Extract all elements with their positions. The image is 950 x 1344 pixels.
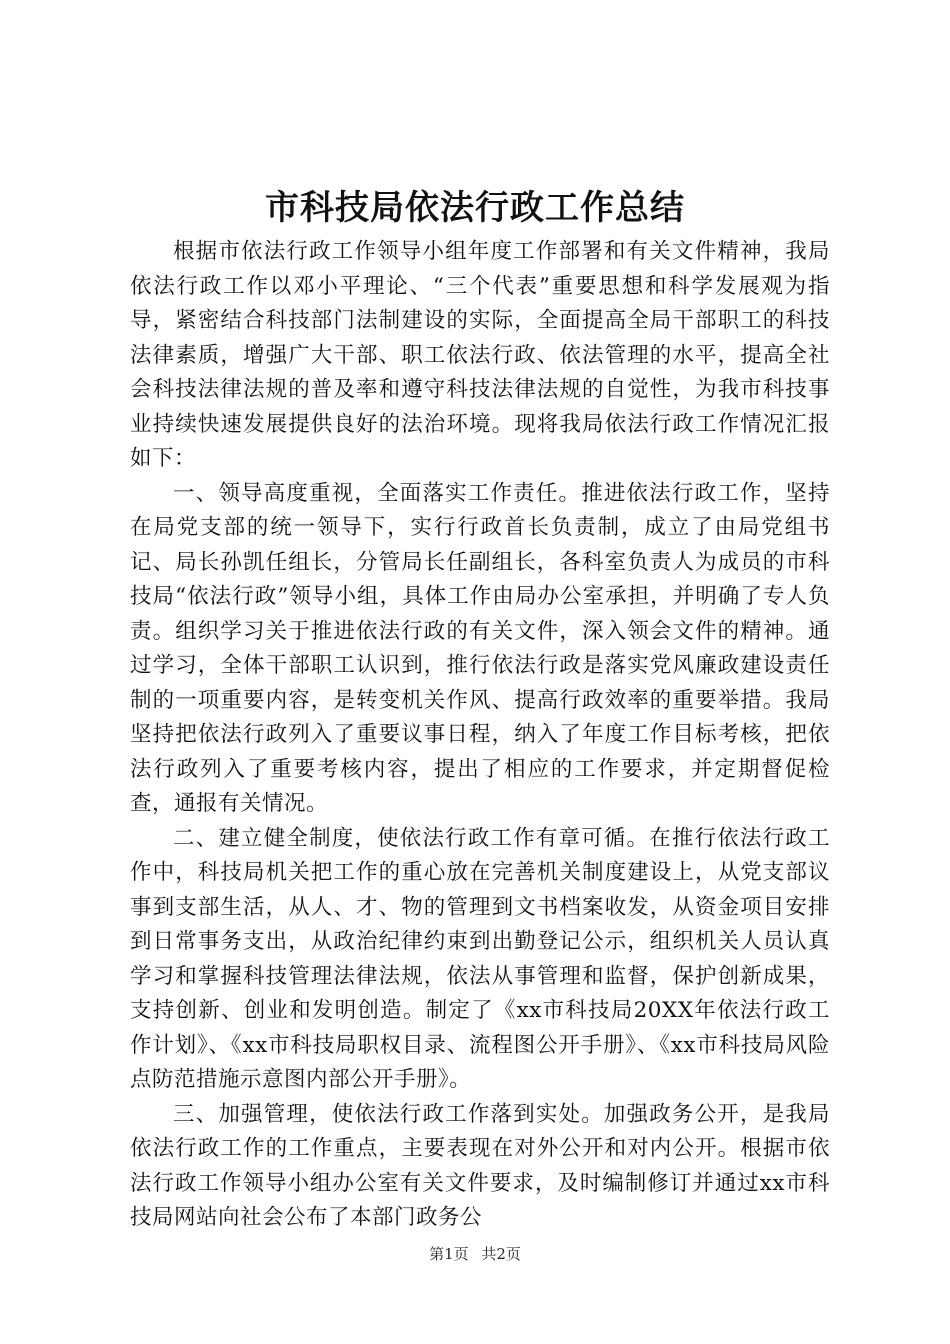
paragraph-section-2: 二、建立健全制度，使依法行政工作有章可循。在推行依法行政工作中，科技局机关把工作的重心放在完善机关制度建设上，从党支部议事到支部生活，从人、才、物的管理到文书档案收发，从资金项目安排到日常事务支出，从政治纪律约束到出勤登记公示，组织机关人员认真学习和掌握科技管理法律法规，依法从事管理和监督，保护创新成果，支持创新、创业和发明创造。制定了《xx市科技局20XX年依法行政工作计划》、《xx市科技局职权目录、流程图公开手册》、《xx市科技局风险点防范措施示意图内部公开手册》。 xyxy=(130,825,830,1092)
paragraph-section-3: 三、加强管理，使依法行政工作落到实处。加强政务公开，是我局依法行政工作的工作重点，主要表现在对外公开和对内公开。根据市依法行政工作领导小组办公室有关文件要求，及时编制修订并通过xx市科技局网站向社会公布了本部门政务公 xyxy=(130,1101,830,1230)
document-title: 市科技局依法行政工作总结 xyxy=(265,188,685,228)
paragraph-section-1: 一、领导高度重视，全面落实工作责任。推进依法行政工作，坚持在局党支部的统一领导下，实行行政首长负责制，成立了由局党组书记、局长孙凯任组长，分管局长任副组长，各科室负责人为成员的市科技局“依法行政”领导小组，具体工作由局办公室承担，并明确了专人负责。组织学习关于推进依法行政的有关文件，深入领会文件的精神。通过学习，全体干部职工认识到，推行依法行政是落实党风廉政建设责任制的一项重要内容，是转变机关作风、提高行政效率的重要举措。我局坚持把依法行政列入了重要议事日程，纳入了年度工作目标考核，把依法行政列入了重要考核内容，提出了相应的工作要求，并定期督促检查，通报有关情况。 xyxy=(130,480,830,816)
page-total: 共2页 xyxy=(481,1245,521,1263)
paragraph-intro: 根据市依法行政工作领导小组年度工作部署和有关文件精神，我局依法行政工作以邓小平理论、“三个代表”重要思想和科学发展观为指导，紧密结合科技部门法制建设的实际，全面提高全局干部职工的科技法律素质，增强广大干部、职工依法行政、依法管理的水平，提高全社会科技法律法规的普及率和遵守科技法律法规的自觉性，为我市科技事业持续快速发展提供良好的法治环境。现将我局依法行政工作情况汇报如下： xyxy=(130,239,830,471)
document-body xyxy=(130,235,830,1236)
page-footer xyxy=(0,1244,950,1264)
page-number: 第1页 xyxy=(429,1245,469,1263)
